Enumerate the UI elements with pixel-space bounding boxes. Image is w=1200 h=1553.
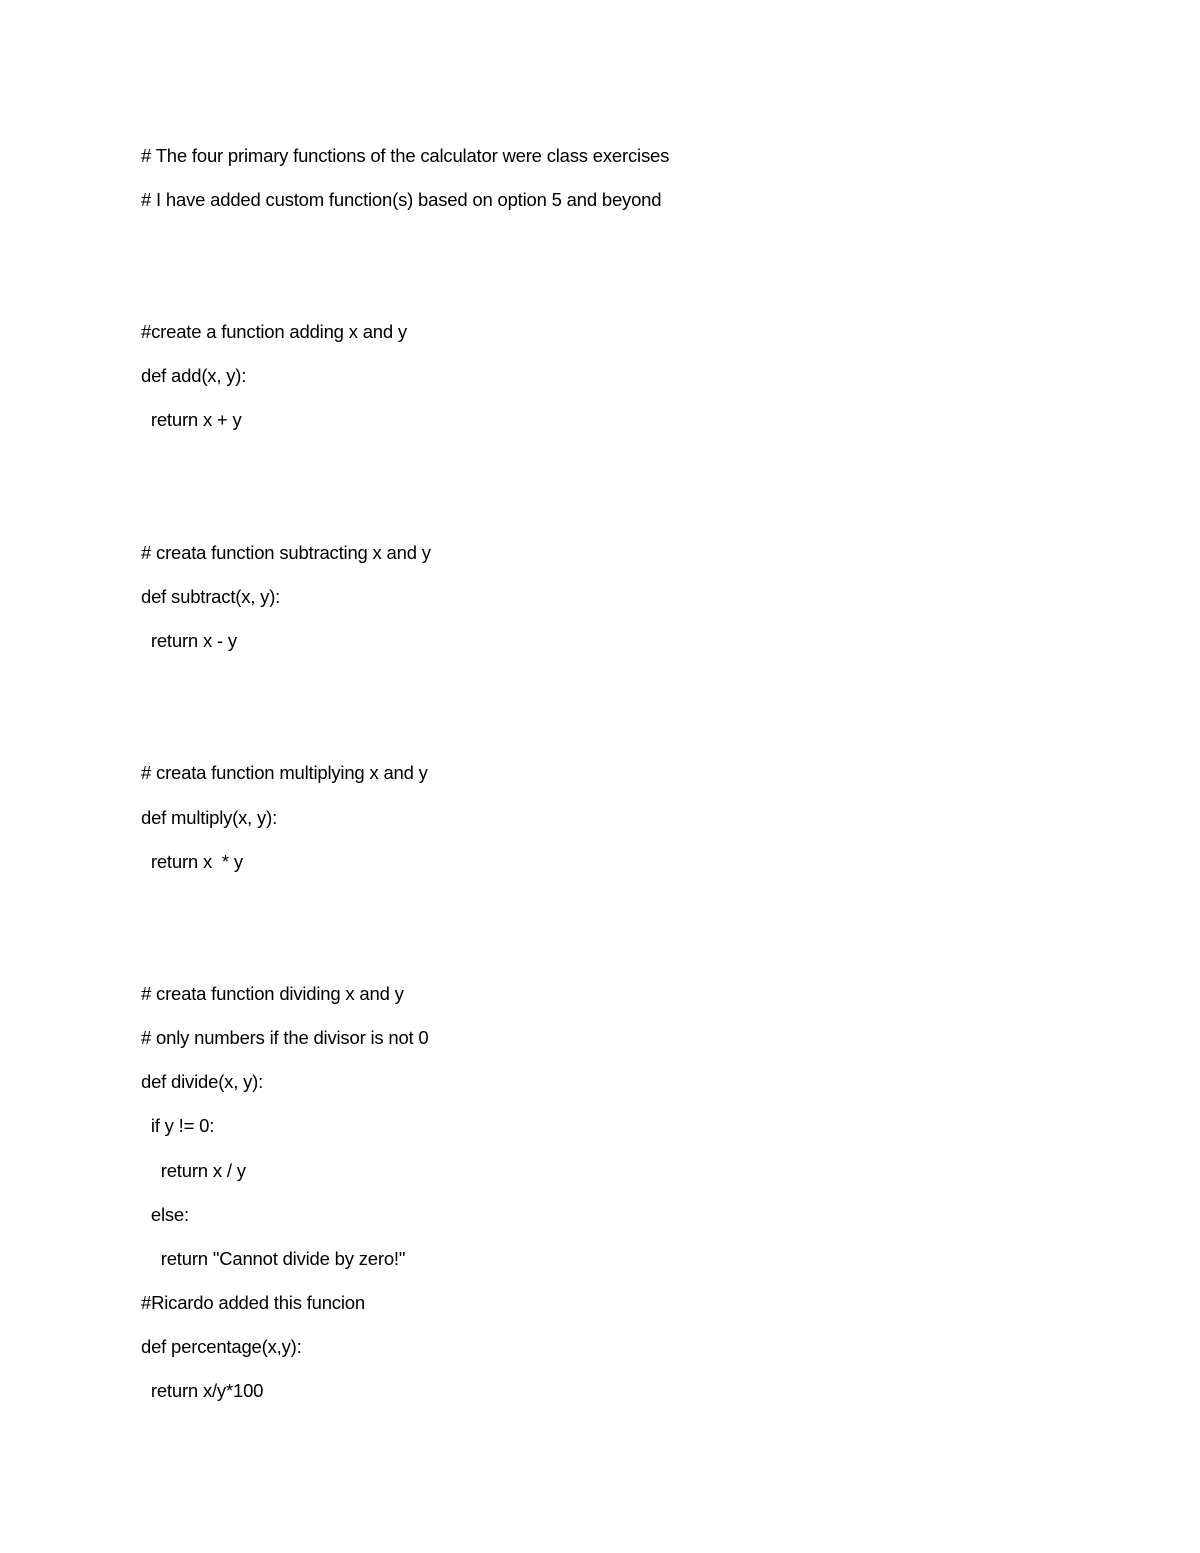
comment-line-divisor: # only numbers if the divisor is not 0 — [141, 1027, 429, 1048]
comment-line-intro: # The four primary functions of the calculator were class exercises — [141, 145, 670, 166]
code-line-return-percentage: return x/y*100 — [141, 1380, 264, 1401]
code-line-return-multiply: return x * y — [141, 851, 243, 872]
code-line-def-subtract: def subtract(x, y): — [141, 586, 281, 607]
code-line-def-add: def add(x, y): — [141, 365, 247, 386]
code-line-else: else: — [141, 1204, 189, 1225]
comment-line-divide: # creata function dividing x and y — [141, 983, 404, 1004]
code-line-return-add: return x + y — [141, 409, 242, 430]
comment-line-add: #create a function adding x and y — [141, 321, 407, 342]
code-line-def-multiply: def multiply(x, y): — [141, 807, 278, 828]
code-line-if: if y != 0: — [141, 1115, 215, 1136]
comment-line-ricardo: #Ricardo added this funcion — [141, 1292, 365, 1313]
code-line-def-percentage: def percentage(x,y): — [141, 1336, 302, 1357]
code-line-return-divide: return x / y — [141, 1160, 246, 1181]
comment-line-subtract: # creata function subtracting x and y — [141, 542, 431, 563]
comment-line-custom: # I have added custom function(s) based on option 5 and beyond — [141, 189, 662, 210]
code-line-return-error: return "Cannot divide by zero!" — [141, 1248, 406, 1269]
code-line-def-divide: def divide(x, y): — [141, 1071, 264, 1092]
code-line-return-subtract: return x - y — [141, 630, 237, 651]
comment-line-multiply: # creata function multiplying x and y — [141, 762, 428, 783]
